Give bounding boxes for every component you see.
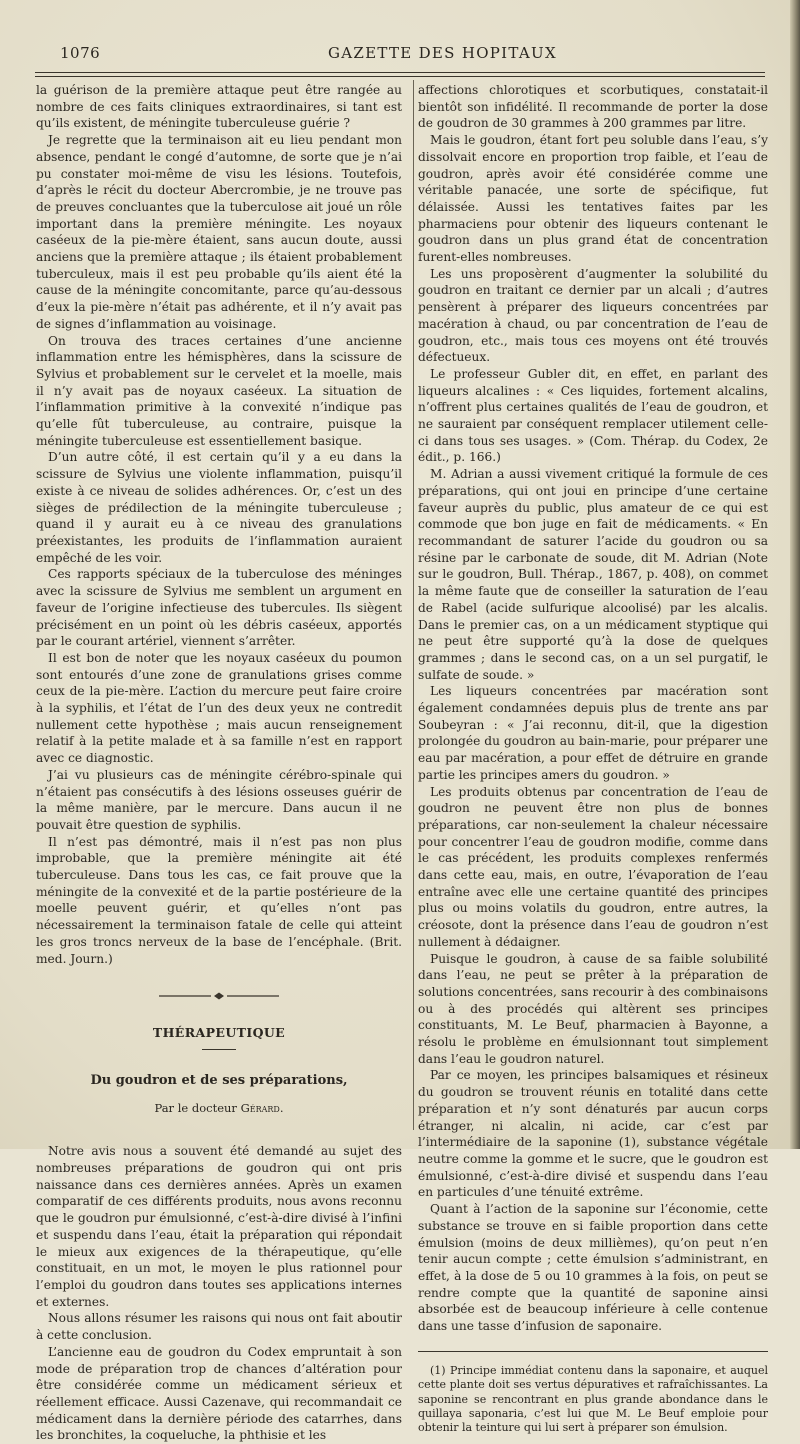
page-number: 1076 xyxy=(60,44,101,62)
paragraph: Par ce moyen, les principes balsamiques et résineux du goudron se trouvent réunis en totalité dans cette préparation et n’y sont dénaturés par aucun corps étranger, ni alcalin, ni acide, car c’est par l’intermédiaire de la saponine (1), substance végétale neutre comme la gomme et le sucre, que le goudron est émulsionné, c’est-à-dire divisé et suspendu dans l’eau en particules d’une ténuité extrême. xyxy=(418,1068,768,1200)
paragraph: Les uns proposèrent d’augmenter la solubilité du goudron en traitant ce dernier par un alcali ; d’autres pensèrent à préparer des liqueurs concentrées par macération à chaud, ou par concentration de l’eau de goudron, etc., mais tous ces moyens ont été trouvés défectueux. xyxy=(418,266,768,365)
header-rule xyxy=(35,72,765,77)
paragraph: L’ancienne eau de goudron du Codex empruntait à son mode de préparation trop de chances d’altération pour être considérée comme un médicament sérieux et réellement efficace. Aussi Cazenave, qui recommandait ce médicament dans la dernière période des catarrhes, dans les bronchites, la coqueluche, la phthisie et les xyxy=(36,1344,402,1443)
paragraph: la guérison de la première attaque peut être rangée au nombre de ces faits cliniques extraordinaires, si tant est qu’ils existent, de méningite tuberculeuse guérie ? xyxy=(36,83,402,131)
paragraph: affections chlorotiques et scorbutiques, constatait-il bientôt son infidélité. Il recommande de porter la dose de goudron de 30 grammes à 200 grammes par litre. xyxy=(418,83,768,131)
byline-prefix: Par le docteur xyxy=(154,1100,237,1115)
article-title: Du goudron et de ses préparations, xyxy=(90,1072,348,1088)
paragraph: D’un autre côté, il est certain qu’il y a eu dans la scissure de Sylvius une violente inflammation, puisqu’il existe à ce niveau de solides adhérences. Or, c’est un des sièges de prédilection de la méningite tuberculeuse ; quand il y aurait eu à ce niveau des granulations préexistantes, les produits de l’inflammation auraient empêché de les voir. xyxy=(36,450,402,565)
column-separator xyxy=(413,80,414,1130)
paragraph: Le professeur Gubler dit, en effet, en parlant des liqueurs alcalines : « Ces liquides, fortement alcalins, n’offrent plus certaines qualités de l’eau de goudron, et ne sauraient par conséquent remplacer utilement celle-ci dans tous ses usages. » (Com. Thérap. du Codex, 2e édit., p. 166.) xyxy=(418,366,768,465)
paragraph: Je regrette que la terminaison ait eu lieu pendant mon absence, pendant le congé d’automne, de sorte que je n’ai pu constater moi-même de visu les lésions. Toutefois, d’après le récit du docteur Abercrombie, je ne trouve pas de preuves concluantes que la tuberculose ait joué un rôle important dans la première méningite. Les noyaux caséeux de la pie-mère étaient, sans aucun doute, aussi anciens que la première attaque ; ils étaient probablement tuberculeux, mais il est peu probable qu’ils aient été la cause de la méningite concomitante, parce qu’au-dessous d’eux la pie-mère n’était pas adhérente, et il n’y avait pas de signes d’inflammation au voisinage. xyxy=(36,133,402,331)
paragraph: Il est bon de noter que les noyaux caséeux du poumon sont entourés d’une zone de granulations grises comme ceux de la pie-mère. L’action du mercure peut faire croire à la syphilis, et l’état de l’un des deux yeux ne contredit nullement cette hypothèse ; mais aucun renseignement relatif à la petite malade et à sa famille n’est en rapport avec ce diagnostic. xyxy=(36,650,402,766)
paragraph: Ces rapports spéciaux de la tuberculose des méninges avec la scissure de Sylvius me semblent un argument en faveur de l’origine infectieuse des tubercules. Ils siègent précisément en un point où les débris caséeux, apportés par le courant artériel, viennent s’arrêter. xyxy=(36,567,402,649)
paragraph: J’ai vu plusieurs cas de méningite cérébro-spinale qui n’étaient pas consécutifs à des lésions osseuses guérir de la même manière, par le mercure. Dans aucun il ne pouvait être question de syphilis. xyxy=(36,767,402,832)
journal-title: GAZETTE DES HOPITAUX xyxy=(328,44,557,62)
paragraph: Quant à l’action de la saponine sur l’économie, cette substance se trouve en si faible proportion dans cette émulsion (moins de deux millièmes), qu’on peut n’en tenir aucun compte ; cette émulsion s’administrant, en effet, à la dose de 5 ou 10 grammes à la fois, on peut se rendre compte que la quantité de saponine ainsi absorbée est de beaucoup inférieure à celle contenue dans une tasse d’infusion de saponaire. xyxy=(418,1202,768,1334)
left-column xyxy=(36,82,402,1444)
footnote-rule xyxy=(418,1351,768,1352)
section-title: THÉRAPEUTIQUE xyxy=(152,1025,286,1041)
paragraph: M. Adrian a aussi vivement critiqué la formule de ces préparations, qui ont joui en principe d’une certaine faveur auprès du public, plus amateur de ce qui est commode que bon juge en fait de médicaments. « En recommandant de saturer l’acide du goudron ou sa résine par le carbonate de soude, dit M. Adrian (Note sur le goudron, Bull. Thérap., 1867, p. 408), on commet la même faute que de conseiller la saturation de l’eau de Rabel (acide sulfurique alcoolisé) par les alcalis. Dans le premier cas, on a un médicament styptique qui ne peut être supporté qu’à la dose de quelques grammes ; dans le second cas, on a un sel purgatif, le sulfate de soude. » xyxy=(418,467,768,682)
byline xyxy=(36,1100,402,1117)
paragraph: Mais le goudron, étant fort peu soluble dans l’eau, s’y dissolvait encore en proportion trop faible, et l’eau de goudron, après avoir été considérée comme une véritable panacée, une sorte de spécifique, fut délaissée. Aussi les tentatives faites par les pharmaciens pour obtenir des liqueurs contenant le goudron dans un plus grand état de concentration furent-elles nombreuses. xyxy=(418,133,768,265)
paragraph: Il n’est pas démontré, mais il n’est pas non plus improbable, que la première méningite ait été tuberculeuse. Dans tous les cas, ce fait prouve que la méningite de la convexité et de la partie postérieure de la moelle peuvent guérir, et qu’elles n’ont pas nécessairement la terminaison fatale de celle qui atteint les gros troncs nerveux de la base de l’encéphale. (Brit. med. Journ.) xyxy=(36,834,402,966)
paragraph: On trouva des traces certaines d’une ancienne inflammation entre les hémisphères, dans la scissure de Sylvius et probablement sur le cervelet et la moelle, mais il n’y avait pas de noyaux caséeux. La situation de l’inflammation primitive à la convexité n’indique pas qu’elle fût tuberculeuse, au contraire, puisque la méningite tuberculeuse est essentiellement basique. xyxy=(36,333,402,448)
right-column xyxy=(418,82,768,1436)
paragraph: Les liqueurs concentrées par macération sont également condamnées depuis plus de trente ans par Soubeyran : « J’ai reconnu, dit-il, que la digestion prolongée du goudron au bain-marie, pour préparer une eau par macération, a pour effet de détruire en grande partie les principes amers du goudron. » xyxy=(418,684,768,782)
paragraph: Nous allons résumer les raisons qui nous ont fait aboutir à cette conclusion. xyxy=(36,1311,402,1343)
page-header xyxy=(60,44,760,66)
paragraph: Notre avis nous a souvent été demandé au sujet des nombreuses préparations de goudron qui ont pris naissance dans ces dernières années. Après un examen comparatif de ces différents produits, nous avons reconnu que le goudron pur émulsionné, c’est-à-dire divisé à l’infini et suspendu dans l’eau, était la préparation qui répondait le mieux aux exigences de la thérapeutique, qu’elle constituait, en un mot, le moyen le plus rationnel pour l’emploi du goudron dans toutes ses applications internes et externes. xyxy=(36,1144,402,1309)
paragraph: Puisque le goudron, à cause de sa faible solubilité dans l’eau, ne peut se prêter à la préparation de solutions concentrées, sans recourir à des combinaisons ou à des procédés qui altèrent ses principes constituants, M. Le Beuf, pharmacien à Bayonne, a résolu le problème en émulsionnant tout simplement dans l’eau le goudron naturel. xyxy=(418,951,768,1066)
section-rule xyxy=(202,1049,236,1050)
paragraph: Les produits obtenus par concentration de l’eau de goudron ne peuvent être non plus de bonnes préparations, car non-seulement la chaleur nécessaire pour concentrer l’eau de goudron modifie, comme dans le cas précédent, les produits complexes renfermés dans cette eau, mais, en outre, l’évaporation de l’eau entraîne avec elle une certaine quantité des principes plus ou moins volatils du goudron, entre autres, la créosote, dont la présence dans l’eau de goudron n’est nullement à dédaigner. xyxy=(418,784,768,949)
ornament-rule-icon xyxy=(159,991,279,1001)
footnote: (1) Principe immédiat contenu dans la saponaire, et auquel cette plante doit ses vertus dépuratives et rafraîchissantes. La saponine se rencontrant en plus grande abondance dans le quillaya saponaria, c’est lui que M. Le Beuf emploie pour obtenir la teinture qui lui sert à préparer son émulsion. xyxy=(418,1363,768,1435)
page-binding-edge xyxy=(790,0,800,1149)
ornamental-divider xyxy=(36,991,402,1001)
byline-author: Gérard. xyxy=(240,1100,284,1115)
